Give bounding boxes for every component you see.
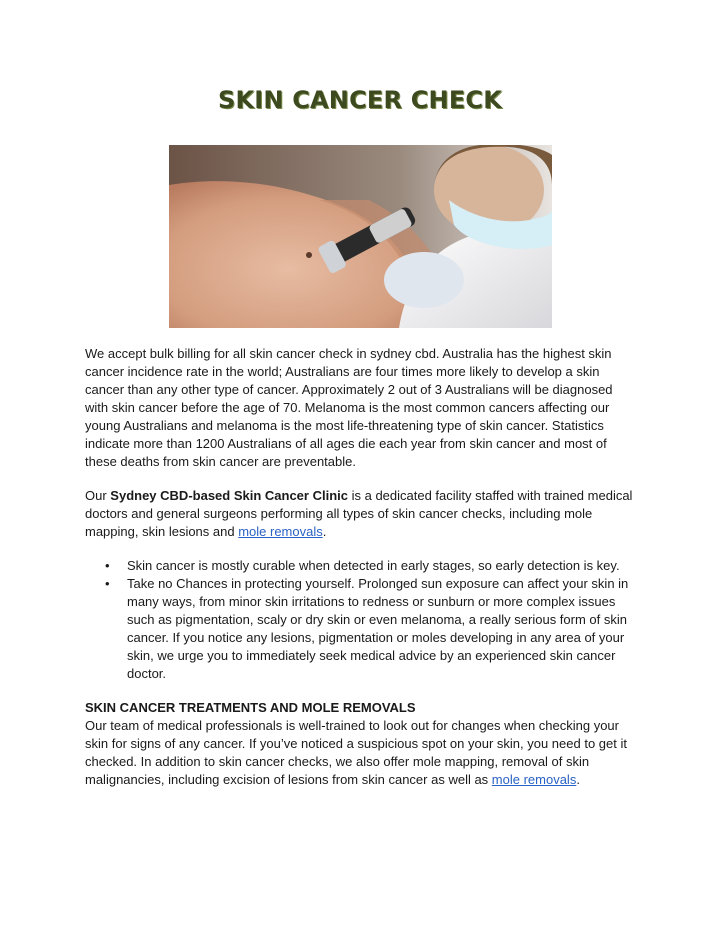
list-item-text: Take no Chances in protecting yourself. Prolonged sun exposure can affect your skin in many ways, from minor skin irritations to redness or sunburn or more complex issues such as pigmentation, scaly or dry skin or even melanoma, a really serious form of skin cancer. If you notice any lesions, pigmentation or moles developing in any area of your skin, we urge you to immediately seek medical advice by an experienced skin cancer doctor. <box>127 576 629 681</box>
clinic-paragraph-prefix: Our <box>85 488 111 503</box>
list-item <box>85 575 635 683</box>
bullet-list <box>85 557 635 683</box>
clinic-paragraph-middle: is a dedicated facility staffed with trained medical doctors and general surgeons performing all types of skin cancer checks, including mole mapping, skin lesions and <box>85 488 633 539</box>
page-title: SKIN CANCER CHECK <box>217 86 503 114</box>
section-heading: SKIN CANCER TREATMENTS AND MOLE REMOVALS <box>85 700 416 715</box>
skin-check-photo <box>169 145 552 328</box>
list-item-text: Skin cancer is mostly curable when detected in early stages, so early detection is key. <box>127 558 620 573</box>
bullet-icon: • <box>105 576 110 591</box>
list-item <box>85 557 635 575</box>
clinic-name: Sydney CBD-based Skin Cancer Clinic <box>110 488 348 503</box>
intro-paragraph: We accept bulk billing for all skin cancer check in sydney cbd. Australia has the highest skin cancer incidence rate in the world; Australians are four times more likely to develop a skin cancer than any other type of cancer. Approximately 2 out of 3 Australians will be diagnosed with skin cancer before the age of 70. Melanoma is the most common cancers affecting our young Australians and melanoma is the most life-threatening type of skin cancer. Statistics indicate more than 1200 Australians of all ages die each year from skin cancer and most of these deaths from skin cancer are preventable. <box>85 346 613 469</box>
article-body <box>85 345 635 789</box>
section-paragraph <box>85 717 635 789</box>
section-suffix: . <box>576 772 580 787</box>
mole-removals-link-2[interactable]: mole removals <box>491 772 577 787</box>
clinic-paragraph-suffix: . <box>322 524 327 539</box>
clinic-paragraph <box>85 487 635 541</box>
section-text: Our team of medical professionals is well-trained to look out for changes when checking your skin for signs of any cancer. If you’ve noticed a suspicious spot on your skin, you need to get it checked. In addition to skin cancer checks, we also offer mole mapping, removal of skin malignancies, including excision of lesions from skin cancer as well as <box>85 718 627 787</box>
bullet-icon: • <box>105 558 110 573</box>
mole-removals-link[interactable]: mole removals <box>238 524 323 539</box>
